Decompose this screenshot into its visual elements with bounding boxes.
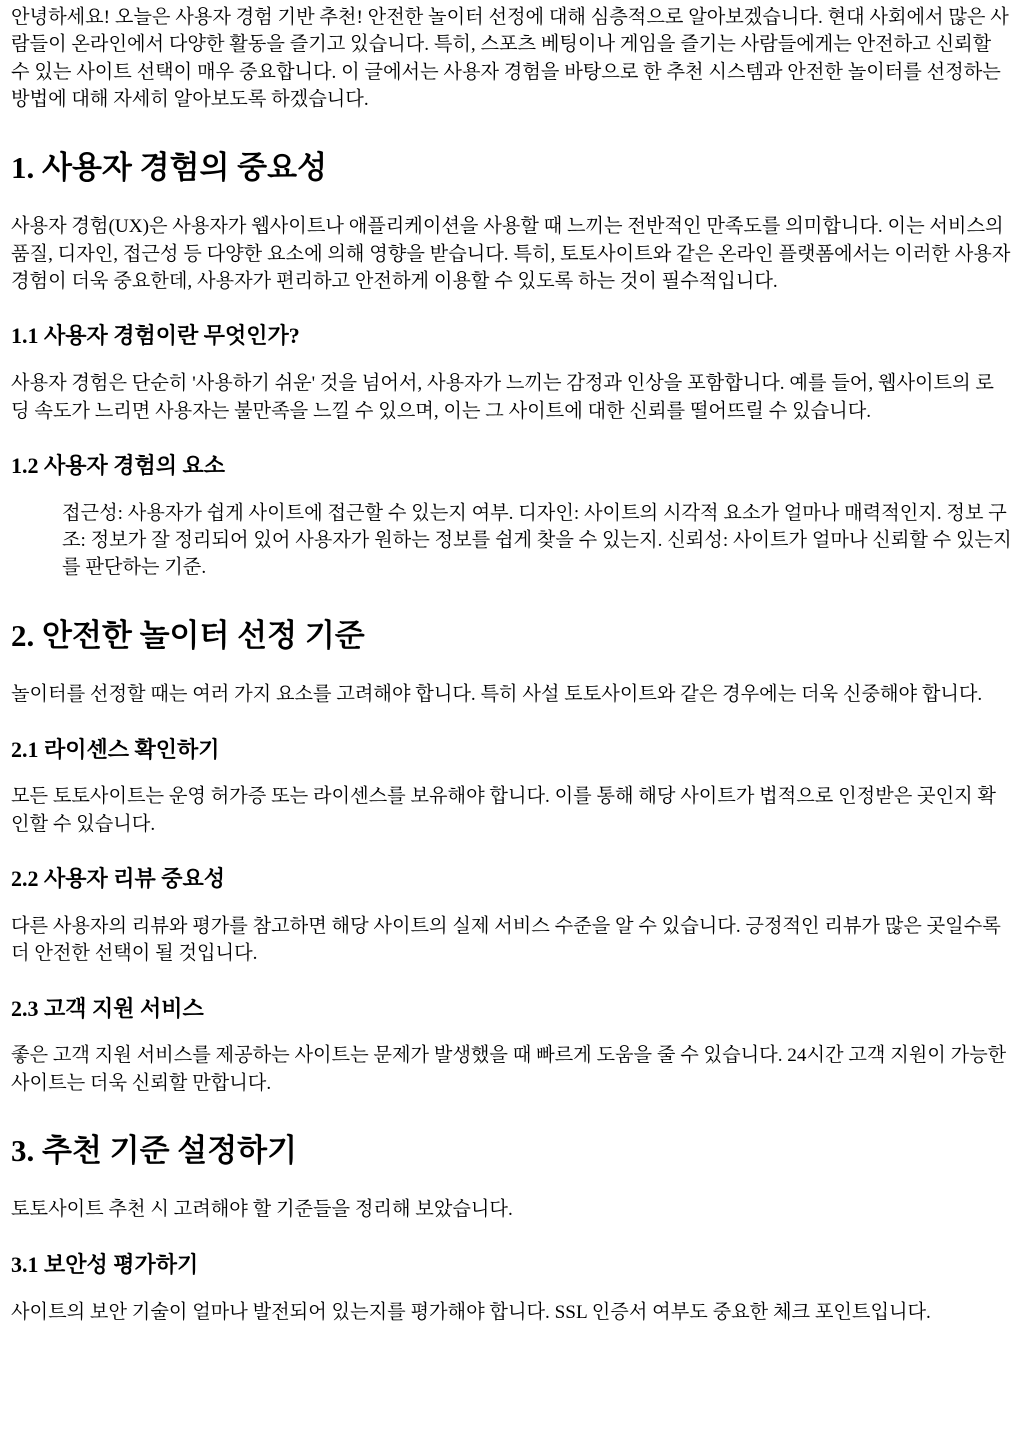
section-3-heading: 3. 추천 기준 설정하기 — [11, 1133, 298, 1169]
section-2-2-paragraph: 다른 사용자의 리뷰와 평가를 참고하면 해당 사이트의 실제 서비스 수준을 알 수 있습니다. 긍정적인 리뷰가 많은 곳일수록 더 안전한 선택이 될 것입니다. — [11, 915, 1001, 965]
section-2-3-paragraph: 좋은 고객 지원 서비스를 제공하는 사이트는 문제가 발생했을 때 빠르게 도움을 줄 수 있습니다. 24시간 고객 지원이 가능한 사이트는 더욱 신뢰할 만합니다. — [11, 1045, 1007, 1094]
section-2-heading: 2. 안전한 놀이터 선정 기준 — [11, 617, 365, 653]
section-3-paragraph: 토토사이트 추천 시 고려해야 할 기준들을 정리해 보았습니다. — [11, 1199, 513, 1221]
section-1-1-paragraph: 사용자 경험은 단순히 '사용하기 쉬운' 것을 넘어서, 사용자가 느끼는 감정과 인상을 포함합니다. 예를 들어, 웹사이트의 로딩 속도가 느리면 사용자는 불만족을 느낄 수 있으며, 이는 그 사이트에 대한 신뢰를 떨어뜨릴 수 있습니다. — [11, 373, 994, 422]
section-1-heading: 1. 사용자 경험의 중요성 — [11, 149, 328, 185]
section-3-1-paragraph: 사이트의 보안 기술이 얼마나 발전되어 있는지를 평가해야 합니다. SSL 인증서 여부도 중요한 체크 포인트입니다. — [11, 1301, 931, 1323]
section-3-1-heading: 3.1 보안성 평가하기 — [11, 1251, 199, 1277]
section-2-1-paragraph: 모든 토토사이트는 운영 허가증 또는 라이센스를 보유해야 합니다. 이를 통해 해당 사이트가 법적으로 인정받은 곳인지 확인할 수 있습니다. — [11, 786, 996, 835]
intro-paragraph: 안녕하세요! 오늘은 사용자 경험 기반 추천! 안전한 놀이터 선정에 대해 심층적으로 알아보겠습니다. 현대 사회에서 많은 사람들이 온라인에서 다양한 활동을 즐기고 있습니다. 특히, 스포츠 베팅이나 게임을 즐기는 사람들에게는 안전하고 신뢰할 수 있는 사이트 선택이 매우 중요합니다. 이 글에서는 사용자 경험을 바탕으로 한 추천 시스템과 안전한 놀이터를 선정하는 방법에 대해 자세히 알아보도록 하겠습니다. — [11, 7, 1009, 111]
section-1-2-heading: 1.2 사용자 경험의 요소 — [11, 452, 226, 478]
section-1-2-quote-text: 접근성: 사용자가 쉽게 사이트에 접근할 수 있는지 여부. 디자인: 사이트의 시각적 요소가 얼마나 매력적인지. 정보 구조: 정보가 잘 정리되어 있어 사용자가 원하는 정보를 쉽게 찾을 수 있는지. 신뢰성: 사이트가 얼마나 신뢰할 수 있는지를 판단하는 기준. — [62, 502, 1012, 579]
section-2-1-heading: 2.1 라이센스 확인하기 — [11, 736, 220, 762]
section-1-2-blockquote — [62, 500, 1012, 582]
section-2-3-heading: 2.3 고객 지원 서비스 — [11, 995, 204, 1021]
section-2-paragraph: 놀이터를 선정할 때는 여러 가지 요소를 고려해야 합니다. 특히 사설 토토사이트와 같은 경우에는 더욱 신중해야 합니다. — [11, 684, 983, 706]
section-1-1-heading: 1.1 사용자 경험이란 무엇인가? — [11, 323, 300, 349]
section-2-2-heading: 2.2 사용자 리뷰 중요성 — [11, 866, 226, 892]
section-1-paragraph: 사용자 경험(UX)은 사용자가 웹사이트나 애플리케이션을 사용할 때 느끼는 전반적인 만족도를 의미합니다. 이는 서비스의 품질, 디자인, 접근성 등 다양한 요소에 의해 영향을 받습니다. 특히, 토토사이트와 같은 온라인 플랫폼에서는 이러한 사용자 경험이 더욱 중요한데, 사용자가 편리하고 안전하게 이용할 수 있도록 하는 것이 필수적입니다. — [11, 216, 1011, 293]
